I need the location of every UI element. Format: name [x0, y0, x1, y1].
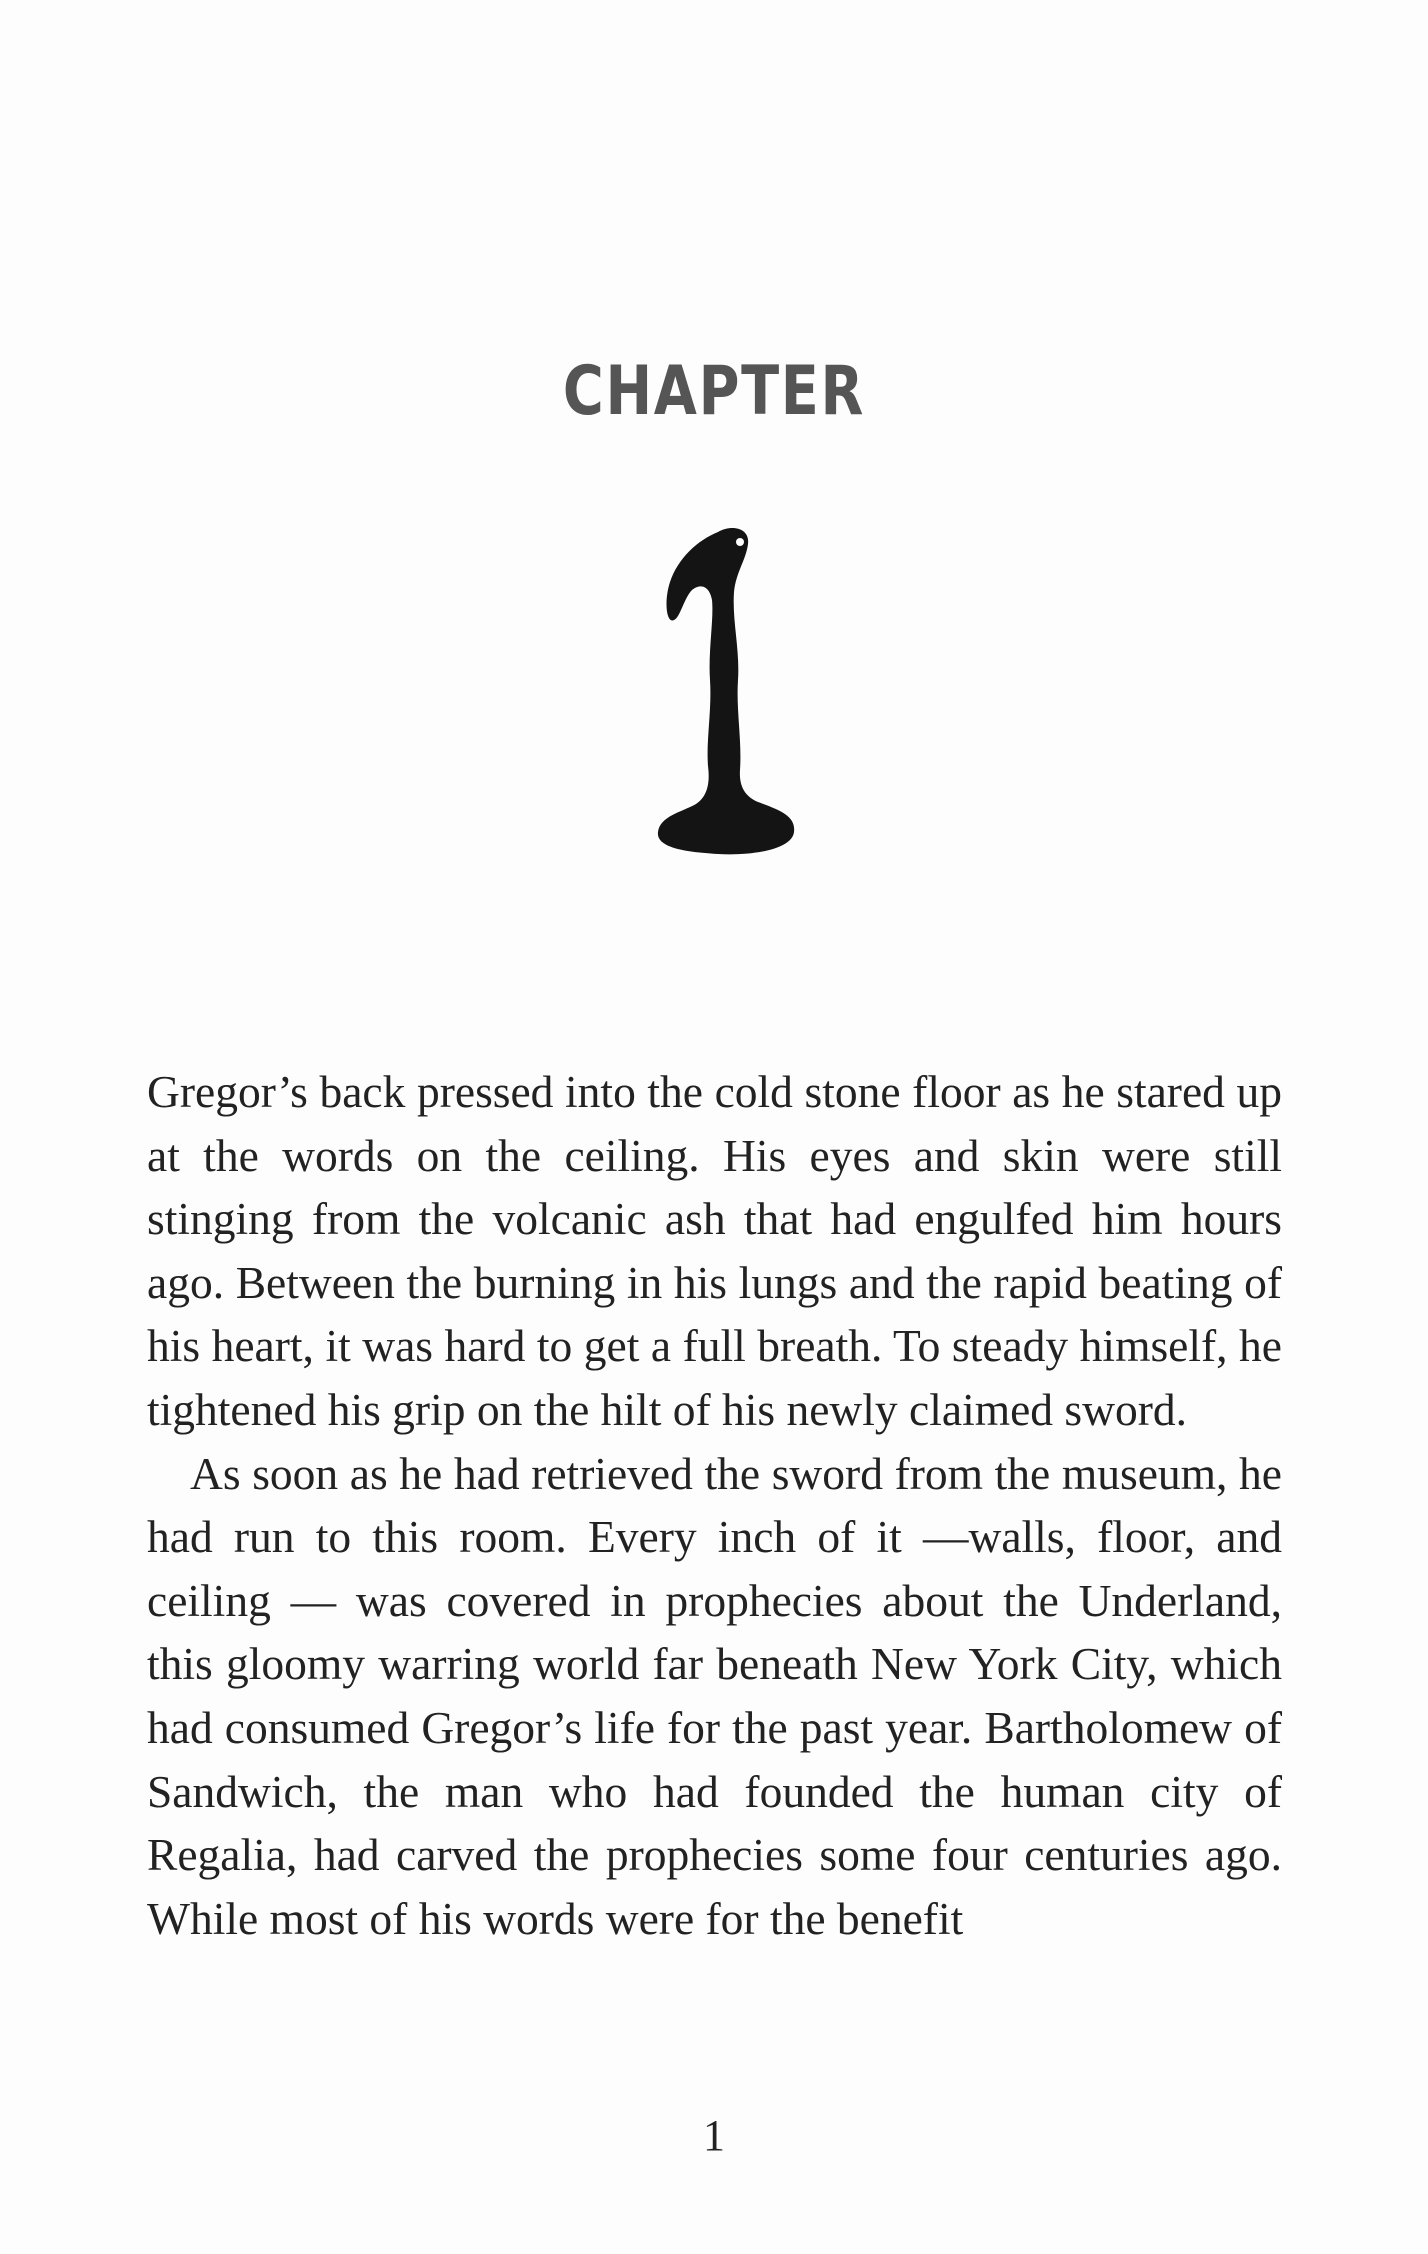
paragraph-1: Gregor’s back pressed into the cold stone floor as he stared up at the words on the ceiling. His eyes and skin were still stinging from the volcanic ash that had engulfed him hours ago. Between the burning in his lungs and the rapid beating of his heart, it was hard to get a full breath. To steady himself, he tightened his grip on the hilt of his newly claimed sword. [147, 1066, 1282, 1435]
chapter-heading: CHAPTER [562, 352, 866, 431]
page-number: 1 [703, 2111, 725, 2160]
chapter-number-1 [640, 520, 810, 880]
paragraph-2: As soon as he had retrieved the sword from the museum, he had run to this room. Every inch of it —walls, floor, and ceiling — was covered in prophecies about the Underland, this gloomy warring world far beneath New York City, which had consumed Gregor’s life for the past year. Bartholomew of Sandwich, the man who had founded the human city of Regalia, had carved the prophecies some four centuries ago. While most of his words were for the benefit [147, 1447, 1282, 1944]
chapter-body-text [147, 1060, 1282, 1950]
